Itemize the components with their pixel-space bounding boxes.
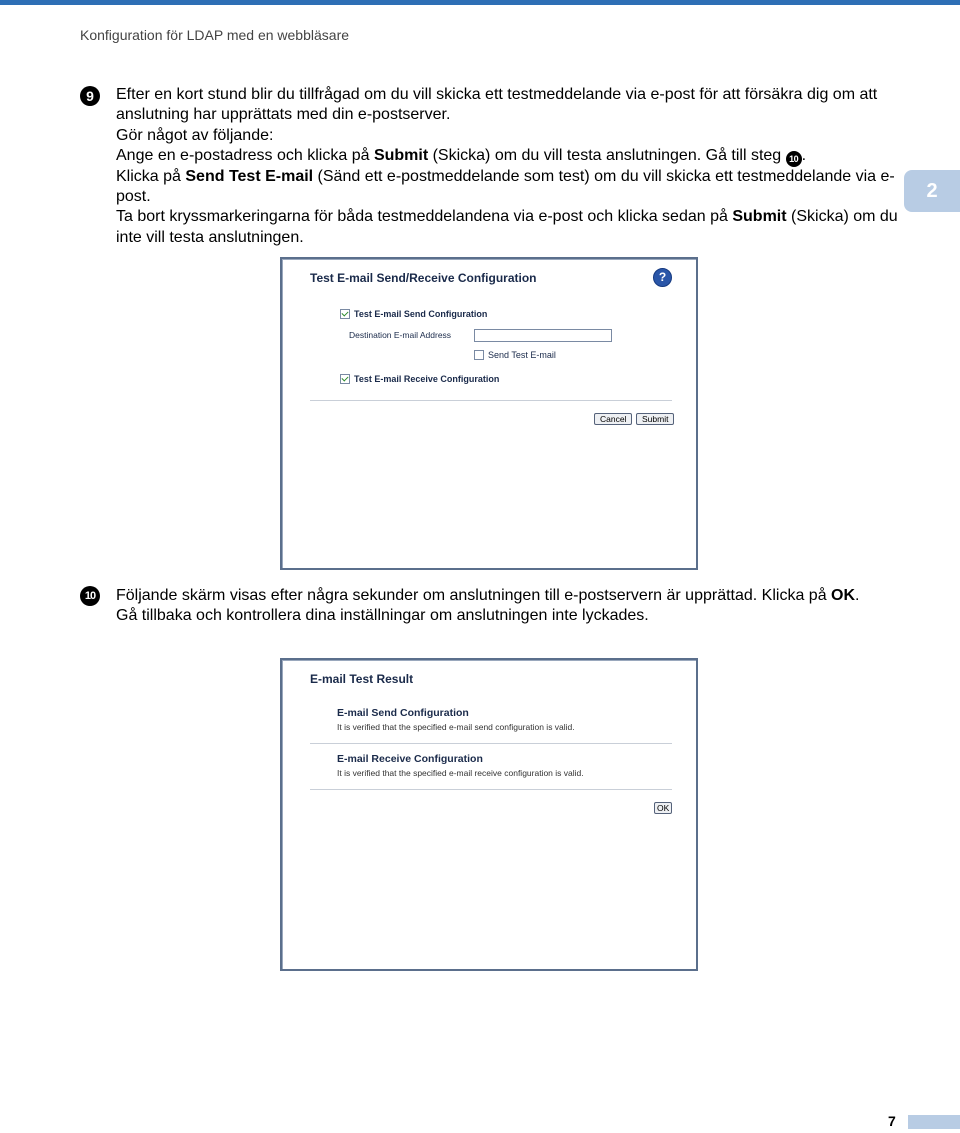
receive-config-label: Test E-mail Receive Configuration [354,374,500,384]
option-b-send-test: Send Test E-mail [185,167,314,185]
option-a-end: . [801,146,807,164]
divider [310,743,672,744]
option-c-text-2: (Skicka) om du inte vill testa anslutningen. [116,208,898,246]
send-test-option[interactable] [474,350,556,360]
destination-label: Destination E-mail Address [349,330,452,340]
destination-email-input[interactable] [474,329,612,342]
receive-result-message: It is verified that the specified e-mail receive configuration is valid. [337,768,584,778]
step-10-text-1: Följande skärm visas efter några sekunder om anslutningen till e-postservern är upprättad. Klicka på [116,587,832,604]
option-a-submit: Submit [373,146,429,164]
send-test-checkbox[interactable] [474,350,484,360]
result-title: E-mail Test Result [310,672,414,686]
step-10-ref-icon: 10 [786,151,802,167]
step-9-intro: Efter en kort stund blir du tillfrågad om du vill skicka ett testmeddelande via e-post för att försäkra dig om att anslutning har upprättats med din e-postserver. [116,86,878,124]
cancel-button[interactable]: Cancel [594,413,632,425]
step-9-text [116,85,906,248]
step-9-marker: 9 [80,86,100,106]
step-10-ok: OK [831,587,856,604]
option-b-text-2: (Sänd ett e-postmeddelande som test) om du vill skicka ett testmeddelande via e-post. [116,167,895,206]
option-c-text: Ta bort kryssmarkeringarna för båda testmeddelandena via e-post och klicka sedan på [116,208,733,226]
send-test-label: Send Test E-mail [488,350,556,360]
running-header: Konfiguration för LDAP med en webbläsare [80,27,350,43]
top-rule [0,0,960,5]
step-9-option-c [116,207,906,248]
send-config-label: Test E-mail Send Configuration [354,309,488,319]
divider [310,789,672,790]
send-config-checkbox[interactable] [340,309,350,319]
option-a-text: Ange en e-postadress och klicka på [116,146,374,164]
step-9-instruction: Gör något av följande: [116,126,274,144]
option-b-text: Klicka på [116,167,186,185]
screen-title: Test E-mail Send/Receive Configuration [310,271,537,285]
step-10-line-2: Gå tillbaka och kontrollera dina inställningar om anslutningen inte lyckades. [116,607,649,625]
submit-button[interactable]: Submit [636,413,674,425]
footer-bar [908,1115,960,1129]
step-10-end: . [855,587,860,604]
send-result-heading: E-mail Send Configuration [337,707,469,719]
receive-config-option[interactable] [340,374,499,384]
receive-result-heading: E-mail Receive Configuration [337,753,483,765]
send-result-message: It is verified that the specified e-mail send configuration is valid. [337,722,575,732]
chapter-tab: 2 [904,170,960,212]
page-number: 7 [888,1113,896,1129]
ok-button[interactable]: OK [654,802,672,814]
option-c-submit: Submit [732,208,787,226]
send-config-option[interactable] [340,309,487,319]
step-10-marker: 10 [80,586,100,606]
receive-config-checkbox[interactable] [340,374,350,384]
test-config-screen [280,257,698,570]
option-a-text-2: (Skicka) om du vill testa anslutningen. Gå till steg [428,146,786,164]
step-10-line-1 [116,586,896,606]
divider [310,400,672,401]
step-10-text [116,586,896,627]
help-icon[interactable]: ? [653,268,672,287]
test-result-screen [280,658,698,971]
step-9-option-a [116,146,906,167]
step-9-option-b [116,167,906,208]
